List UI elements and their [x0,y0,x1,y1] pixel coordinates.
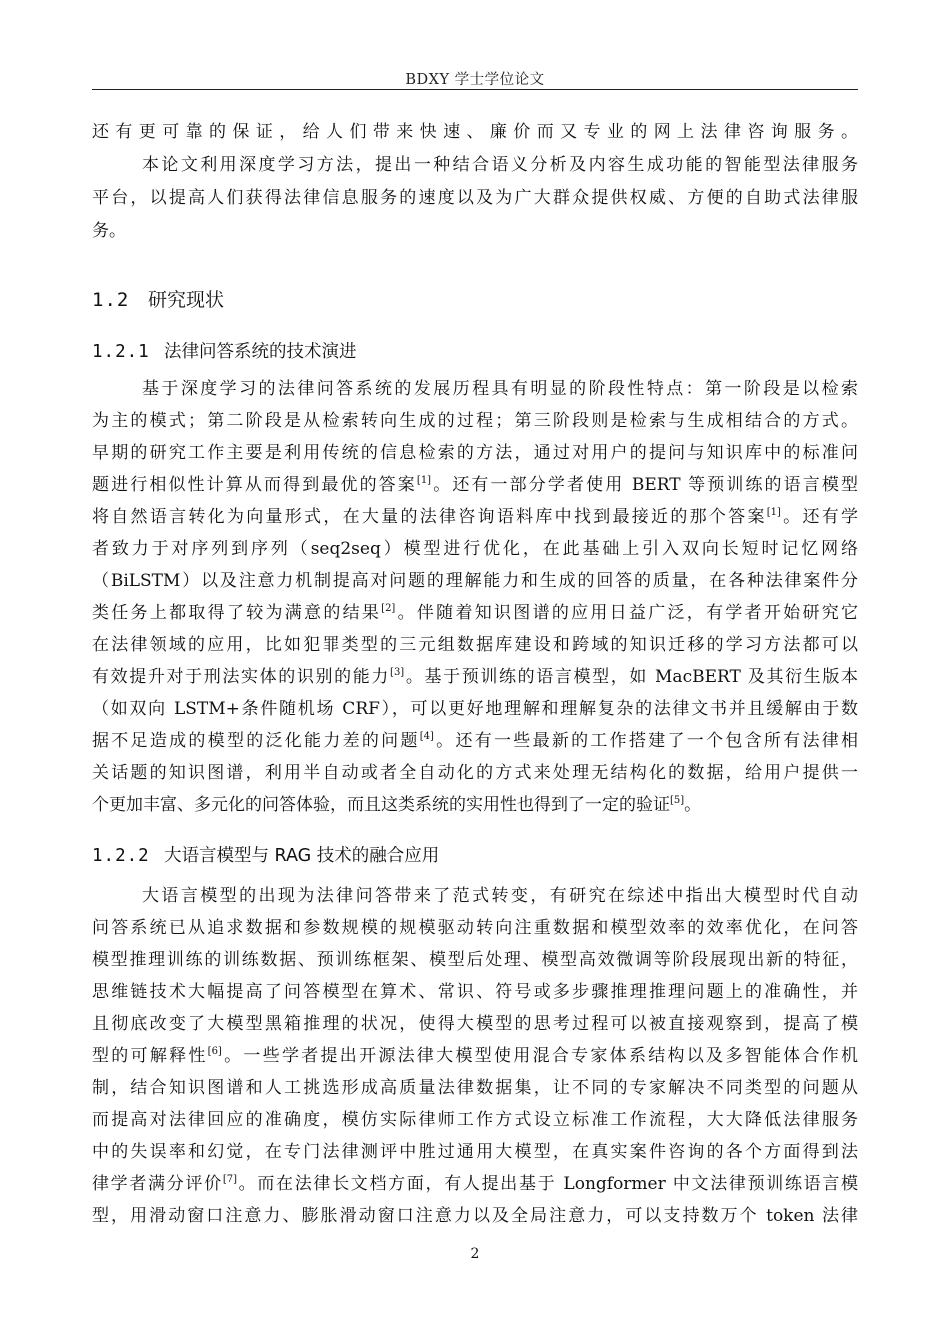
citation-ref: [7] [222,1174,237,1185]
paragraph-line: 早期的研究工作主要是利用传统的信息检索的方法，通过对用户的提问与知识库中的标准问 [92,443,858,463]
citation-ref: [4] [419,731,434,742]
subsection-heading [92,841,439,871]
text-run: 。 [684,795,702,815]
text-run: 。而在法律长文档方面，有人提出基于 Longformer 中文法律预训练语言模 [236,1174,859,1194]
paragraph-line: 型，用滑动窗口注意力、膨胀滑动窗口注意力以及全局注意力，可以支持数万个 token 法律 [92,1206,858,1226]
text-run: 。还有学 [780,507,859,527]
text-run: 律学者满分评价 [92,1174,223,1194]
citation-ref: [1] [766,507,781,518]
paragraph-line [92,1041,858,1071]
subsection-heading [92,337,357,367]
paragraph-line: 中的失误率和幻觉，在专门法律测评中胜过通用大模型，在真实案件咨询的各个方面得到法 [92,1142,858,1162]
paragraph-line: 思维链技术大幅提高了问答模型在算术、常识、符号或多步骤推理推理问题上的准确性，并 [92,982,858,1002]
paragraph-line [92,1169,858,1199]
paragraph-line: （如双向 LSTM+条件随机场 CRF），可以更好地理解和理解复杂的法律文书并且缓解由于数 [92,699,858,719]
paragraph-line [92,790,858,820]
section-number: 1.2 [92,289,130,311]
paragraph-line [92,470,858,500]
citation-ref: [3] [390,667,405,678]
paragraph-line: 且彻底改变了大模型黑箱推理的状况，使得大模型的思考过程可以被直接观察到，提高了模 [92,1014,858,1034]
paragraph-line: 平台，以提高人们获得法律信息服务的速度以及为广大群众提供权威、方便的自助式法律服 [92,188,858,208]
paragraph-line [92,726,858,756]
subsection-number: 1.2.1 [92,342,150,362]
text-run: 。还有一部分学者使用 BERT 等预训练的语言模型 [431,475,859,495]
paragraph-line: 基于深度学习的法律问答系统的发展历程具有明显的阶段性特点：第一阶段是以检索 [142,379,858,399]
text-run: 。伴随着知识图谱的应用日益广泛，有学者开始研究它 [395,603,859,623]
subsection-title: 法律问答系统的技术演进 [164,342,357,362]
paragraph-line: （BiLSTM）以及注意力机制提高对问题的理解能力和生成的回答的质量，在各种法律案件分 [92,571,858,591]
text-run: 有效提升对于刑法实体的识别的能力 [92,667,391,687]
paragraph-line: 者致力于对序列到序列（seq2seq）模型进行优化，在此基础上引入双向长短时记忆网络 [92,539,858,559]
paragraph-line [92,598,858,628]
paragraph-line: 务。 [92,221,126,241]
text-run: 个更加丰富、多元化的问答体验，而且这类系统的实用性也得到了一定的验证 [92,795,670,815]
paragraph-line: 问答系统已从追求数据和参数规模的规模驱动转向注重数据和模型效率的效率优化，在问答 [92,918,858,938]
text-run: 。基于预训练的语言模型，如 MacBERT 及其衍生版本 [404,667,859,687]
citation-ref: [1] [416,475,432,486]
page-number: 2 [470,1246,480,1262]
paragraph-line [92,502,858,532]
paragraph-line: 模型推理训练的训练数据、预训练框架、模型后处理、模型高效微调等阶段展现出新的特征， [92,950,858,970]
text-run: 据不足造成的模型的泛化能力差的问题 [92,731,420,751]
paragraph-line: 关话题的知识图谱，利用半自动或者全自动化的方式来处理无结构化的数据，给用户提供一 [92,763,858,783]
text-run: 。一些学者提出开源法律大模型使用混合专家体系结构以及多智能体合作机 [221,1046,859,1066]
section-title: 研究现状 [148,289,225,311]
citation-ref: [6] [207,1046,222,1057]
paragraph-line: 大语言模型的出现为法律问答带来了范式转变，有研究在综述中指出大模型时代自动 [142,886,858,906]
section-heading [92,285,224,315]
subsection-number: 1.2.2 [92,846,150,866]
citation-ref: [2] [381,603,396,614]
text-run: 。还有一些最新的工作搭建了一个包含所有法律相 [433,731,859,751]
text-run: 类任务上都取得了较为满意的结果 [92,603,382,623]
paragraph-line: 而提高对法律回应的准确度，模仿实际律师工作方式设立标准工作流程，大大降低法律服务 [92,1110,858,1130]
paragraph-line: 还有更可靠的保证，给人们带来快速、廉价而又专业的网上法律咨询服务。 [92,122,858,142]
text-run: 将自然语言转化为向量形式，在大量的法律咨询语料库中找到最接近的那个答案 [92,507,767,527]
paragraph-line: 制，结合知识图谱和人工挑选形成高质量法律数据集，让不同的专家解决不同类型的问题从 [92,1078,858,1098]
paragraph-line [92,662,858,692]
paragraph-line: 在法律领域的应用，比如犯罪类型的三元组数据库建设和跨域的知识迁移的学习方法都可以 [92,635,858,655]
running-header: BDXY 学士学位论文 [405,72,545,88]
subsection-title: 大语言模型与 RAG 技术的融合应用 [164,846,440,866]
header-rule [92,89,858,90]
text-run: 题进行相似性计算从而得到最优的答案 [92,475,417,495]
paragraph-line: 为主的模式；第二阶段是从检索转向生成的过程；第三阶段则是检索与生成相结合的方式。 [92,411,858,431]
text-run: 型的可解释性 [92,1046,208,1066]
paragraph-line: 本论文利用深度学习方法，提出一种结合语义分析及内容生成功能的智能型法律服务 [142,155,858,175]
citation-ref: [5] [670,795,685,806]
